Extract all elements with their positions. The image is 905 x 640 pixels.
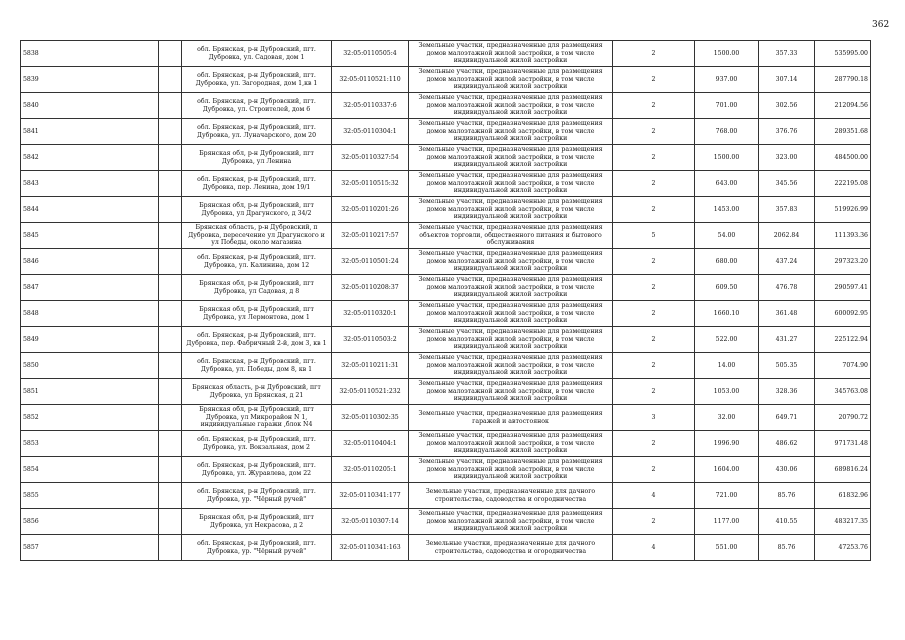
area-cell: 1660.10 [695, 301, 759, 327]
category-cell: 2 [613, 197, 695, 223]
area-cell: 14.00 [695, 353, 759, 379]
row-number: 5846 [21, 249, 159, 275]
land-use-cell: Земельные участки, предназначенные для размещения домов малоэтажной жилой застройки, в том числе индивидуальной жилой застройки [409, 327, 613, 353]
row-number: 5849 [21, 327, 159, 353]
table-row [21, 301, 871, 327]
address-cell: обл. Брянская, р-н Дубровский, пгт. Дубровка, ул. Садовая, дом 1 [182, 41, 332, 67]
land-use-cell: Земельные участки, предназначенные для размещения домов малоэтажной жилой застройки, в том числе индивидуальной жилой застройки [409, 301, 613, 327]
cadastral-value-cell: 535995.00 [815, 41, 871, 67]
cadastral-number-cell: 32:05:0110205:1 [332, 457, 409, 483]
specific-value-cell: 323.00 [759, 145, 815, 171]
row-number: 5856 [21, 509, 159, 535]
cadastral-value-cell: 289351.68 [815, 119, 871, 145]
empty-cell [159, 171, 182, 197]
table-row [21, 275, 871, 301]
specific-value-cell: 649.71 [759, 405, 815, 431]
row-number: 5851 [21, 379, 159, 405]
empty-cell [159, 483, 182, 509]
row-number: 5853 [21, 431, 159, 457]
address-cell: обл. Брянская, р-н Дубровский, пгт. Дубровка, ур. "Чёрный ручей" [182, 535, 332, 561]
address-cell: Брянская обл, р-н Дубровский, пгт Дубровка, ул Некрасова, д 2 [182, 509, 332, 535]
cadastral-value-cell: 47253.76 [815, 535, 871, 561]
address-cell: обл. Брянская, р-н Дубровский, пгт. Дубровка, ур. "Чёрный ручей" [182, 483, 332, 509]
area-cell: 32.00 [695, 405, 759, 431]
category-cell: 2 [613, 249, 695, 275]
category-cell: 5 [613, 223, 695, 249]
table-row [21, 483, 871, 509]
empty-cell [159, 327, 182, 353]
cadastral-value-cell: 287790.18 [815, 67, 871, 93]
land-use-cell: Земельные участки, предназначенные для размещения гаражей и автостоянок [409, 405, 613, 431]
address-cell: обл. Брянская, р-н Дубровский, пгт. Дубровка, ул. Загородная, дом 1,кв 1 [182, 67, 332, 93]
specific-value-cell: 357.83 [759, 197, 815, 223]
row-number: 5844 [21, 197, 159, 223]
category-cell: 2 [613, 93, 695, 119]
empty-cell [159, 275, 182, 301]
row-number: 5845 [21, 223, 159, 249]
cadastral-value-cell: 519926.99 [815, 197, 871, 223]
land-use-cell: Земельные участки, предназначенные для размещения домов малоэтажной жилой застройки, в том числе индивидуальной жилой застройки [409, 275, 613, 301]
area-cell: 1053.00 [695, 379, 759, 405]
category-cell: 2 [613, 275, 695, 301]
cadastral-value-cell: 689816.24 [815, 457, 871, 483]
row-number: 5850 [21, 353, 159, 379]
category-cell: 2 [613, 145, 695, 171]
cadastral-value-cell: 222195.08 [815, 171, 871, 197]
empty-cell [159, 223, 182, 249]
cadastral-number-cell: 32:05:0110201:26 [332, 197, 409, 223]
empty-cell [159, 145, 182, 171]
area-cell: 522.00 [695, 327, 759, 353]
cadastral-value-cell: 345763.08 [815, 379, 871, 405]
table-row [21, 431, 871, 457]
empty-cell [159, 249, 182, 275]
table-row [21, 119, 871, 145]
address-cell: обл. Брянская, р-н Дубровский, пгт. Дубровка, ул. Победы, дом 8, кв 1 [182, 353, 332, 379]
empty-cell [159, 431, 182, 457]
land-use-cell: Земельные участки, предназначенные для размещения домов малоэтажной жилой застройки, в том числе индивидуальной жилой застройки [409, 41, 613, 67]
address-cell: Брянская обл, р-н Дубровский, пгт Дубровка, ул Садовая, д 8 [182, 275, 332, 301]
address-cell: Брянская обл, р-н Дубровский, пгт Дубровка, ул Ленина [182, 145, 332, 171]
specific-value-cell: 345.56 [759, 171, 815, 197]
land-use-cell: Земельные участки, предназначенные для размещения домов малоэтажной жилой застройки, в том числе индивидуальной жилой застройки [409, 353, 613, 379]
table-body [21, 41, 871, 561]
land-use-cell: Земельные участки, предназначенные для дачного строительства, садоводства и огородничества [409, 483, 613, 509]
specific-value-cell: 376.76 [759, 119, 815, 145]
area-cell: 54.00 [695, 223, 759, 249]
cadastral-value-cell: 484500.00 [815, 145, 871, 171]
empty-cell [159, 67, 182, 93]
row-number: 5854 [21, 457, 159, 483]
address-cell: Брянская обл, р-н Дубровский, пгт Дубровка, ул Микрорайон N 1, индивидуальные гаражи ,блок N4 [182, 405, 332, 431]
row-number: 5843 [21, 171, 159, 197]
address-cell: обл. Брянская, р-н Дубровский, пгт. Дубровка, пер. Ленина, дом 19/1 [182, 171, 332, 197]
land-use-cell: Земельные участки, предназначенные для дачного строительства, садоводства и огородничества [409, 535, 613, 561]
address-cell: Брянская обл, р-н Дубровский, пгт Дубровка, ул Лермонтова, дом 1 [182, 301, 332, 327]
specific-value-cell: 431.27 [759, 327, 815, 353]
area-cell: 551.00 [695, 535, 759, 561]
empty-cell [159, 119, 182, 145]
cadastral-number-cell: 32:05:0110341:177 [332, 483, 409, 509]
specific-value-cell: 410.55 [759, 509, 815, 535]
area-cell: 609.50 [695, 275, 759, 301]
cadastral-number-cell: 32:05:0110217:57 [332, 223, 409, 249]
table-row [21, 223, 871, 249]
cadastral-value-cell: 20790.72 [815, 405, 871, 431]
cadastral-value-cell: 290597.41 [815, 275, 871, 301]
table-row [21, 379, 871, 405]
cadastral-number-cell: 32:05:0110302:35 [332, 405, 409, 431]
empty-cell [159, 93, 182, 119]
row-number: 5838 [21, 41, 159, 67]
table-row [21, 405, 871, 431]
land-use-cell: Земельные участки, предназначенные для размещения домов малоэтажной жилой застройки, в том числе индивидуальной жилой застройки [409, 145, 613, 171]
empty-cell [159, 301, 182, 327]
cadastral-value-cell: 7074.90 [815, 353, 871, 379]
category-cell: 3 [613, 405, 695, 431]
empty-cell [159, 405, 182, 431]
cadastral-number-cell: 32:05:0110515:32 [332, 171, 409, 197]
table-row [21, 93, 871, 119]
category-cell: 2 [613, 327, 695, 353]
category-cell: 2 [613, 509, 695, 535]
cadastral-number-cell: 32:05:0110320:1 [332, 301, 409, 327]
category-cell: 2 [613, 457, 695, 483]
cadastral-number-cell: 32:05:0110307:14 [332, 509, 409, 535]
empty-cell [159, 509, 182, 535]
cadastral-number-cell: 32:05:0110501:24 [332, 249, 409, 275]
row-number: 5852 [21, 405, 159, 431]
address-cell: обл. Брянская, р-н Дубровский, пгт. Дубровка, ул. Журавлева, дом 22 [182, 457, 332, 483]
specific-value-cell: 361.48 [759, 301, 815, 327]
empty-cell [159, 379, 182, 405]
land-use-cell: Земельные участки, предназначенные для размещения домов малоэтажной жилой застройки, в том числе индивидуальной жилой застройки [409, 67, 613, 93]
table-row [21, 509, 871, 535]
specific-value-cell: 437.24 [759, 249, 815, 275]
row-number: 5842 [21, 145, 159, 171]
address-cell: Брянская обл, р-н Дубровский, пгт Дубровка, ул Драгунского, д 34/2 [182, 197, 332, 223]
category-cell: 2 [613, 119, 695, 145]
area-cell: 1996.90 [695, 431, 759, 457]
land-use-cell: Земельные участки, предназначенные для размещения домов малоэтажной жилой застройки, в том числе индивидуальной жилой застройки [409, 509, 613, 535]
address-cell: Брянская область, р-н Дубровский, пгт Дубровка, ул Брянская, д 21 [182, 379, 332, 405]
row-number: 5855 [21, 483, 159, 509]
specific-value-cell: 486.62 [759, 431, 815, 457]
category-cell: 2 [613, 171, 695, 197]
table-row [21, 67, 871, 93]
category-cell: 2 [613, 379, 695, 405]
cadastral-number-cell: 32:05:0110337:6 [332, 93, 409, 119]
cadastral-value-cell: 297323.20 [815, 249, 871, 275]
empty-cell [159, 353, 182, 379]
cadastral-number-cell: 32:05:0110208:37 [332, 275, 409, 301]
empty-cell [159, 41, 182, 67]
page-number: 362 [872, 20, 890, 30]
cadastral-number-cell: 32:05:0110211:31 [332, 353, 409, 379]
category-cell: 2 [613, 353, 695, 379]
address-cell: обл. Брянская, р-н Дубровский, пгт. Дубровка, ул. Строителей, дом 6 [182, 93, 332, 119]
cadastral-number-cell: 32:05:0110503:2 [332, 327, 409, 353]
cadastral-value-cell: 111393.36 [815, 223, 871, 249]
table-row [21, 535, 871, 561]
land-use-cell: Земельные участки, предназначенные для размещения объектов торговли, общественного питания и бытового обслуживания [409, 223, 613, 249]
category-cell: 2 [613, 67, 695, 93]
table-row [21, 353, 871, 379]
area-cell: 1500.00 [695, 145, 759, 171]
row-number: 5839 [21, 67, 159, 93]
table-row [21, 41, 871, 67]
cadastral-value-cell: 225122.94 [815, 327, 871, 353]
specific-value-cell: 307.14 [759, 67, 815, 93]
row-number: 5848 [21, 301, 159, 327]
specific-value-cell: 85.76 [759, 535, 815, 561]
area-cell: 1604.00 [695, 457, 759, 483]
row-number: 5840 [21, 93, 159, 119]
address-cell: обл. Брянская, р-н Дубровский, пгт. Дубровка, ул. Луначарского, дом 20 [182, 119, 332, 145]
table-row [21, 145, 871, 171]
category-cell: 2 [613, 431, 695, 457]
row-number: 5847 [21, 275, 159, 301]
area-cell: 721.00 [695, 483, 759, 509]
specific-value-cell: 328.36 [759, 379, 815, 405]
cadastral-value-cell: 971731.48 [815, 431, 871, 457]
land-use-cell: Земельные участки, предназначенные для размещения домов малоэтажной жилой застройки, в том числе индивидуальной жилой застройки [409, 119, 613, 145]
empty-cell [159, 197, 182, 223]
land-use-cell: Земельные участки, предназначенные для размещения домов малоэтажной жилой застройки, в том числе индивидуальной жилой застройки [409, 457, 613, 483]
empty-cell [159, 457, 182, 483]
table-row [21, 457, 871, 483]
cadastral-number-cell: 32:05:0110304:1 [332, 119, 409, 145]
land-use-cell: Земельные участки, предназначенные для размещения домов малоэтажной жилой застройки, в том числе индивидуальной жилой застройки [409, 249, 613, 275]
row-number: 5841 [21, 119, 159, 145]
specific-value-cell: 505.35 [759, 353, 815, 379]
address-cell: обл. Брянская, р-н Дубровский, пгт. Дубровка, пер. Фабричный 2-й, дом 3, кв 1 [182, 327, 332, 353]
land-use-cell: Земельные участки, предназначенные для размещения домов малоэтажной жилой застройки, в том числе индивидуальной жилой застройки [409, 93, 613, 119]
specific-value-cell: 357.33 [759, 41, 815, 67]
specific-value-cell: 302.56 [759, 93, 815, 119]
address-cell: Брянская область, р-н Дубровский, п Дубровка, пересечение ул Драгунского и ул Победы, около магазина [182, 223, 332, 249]
area-cell: 701.00 [695, 93, 759, 119]
cadastral-number-cell: 32:05:0110505:4 [332, 41, 409, 67]
category-cell: 4 [613, 535, 695, 561]
cadastral-number-cell: 32:05:0110341:163 [332, 535, 409, 561]
table-row [21, 171, 871, 197]
empty-cell [159, 535, 182, 561]
area-cell: 1453.00 [695, 197, 759, 223]
cadastral-number-cell: 32:05:0110521:110 [332, 67, 409, 93]
specific-value-cell: 2062.84 [759, 223, 815, 249]
area-cell: 768.00 [695, 119, 759, 145]
row-number: 5857 [21, 535, 159, 561]
address-cell: обл. Брянская, р-н Дубровский, пгт. Дубровка, ул. Калинина, дом 12 [182, 249, 332, 275]
category-cell: 2 [613, 41, 695, 67]
area-cell: 1177.00 [695, 509, 759, 535]
cadastral-value-cell: 61832.96 [815, 483, 871, 509]
land-use-cell: Земельные участки, предназначенные для размещения домов малоэтажной жилой застройки, в том числе индивидуальной жилой застройки [409, 431, 613, 457]
land-use-cell: Земельные участки, предназначенные для размещения домов малоэтажной жилой застройки, в том числе индивидуальной жилой застройки [409, 171, 613, 197]
specific-value-cell: 85.76 [759, 483, 815, 509]
table-row [21, 327, 871, 353]
area-cell: 643.00 [695, 171, 759, 197]
category-cell: 2 [613, 301, 695, 327]
land-registry-table [20, 40, 871, 561]
specific-value-cell: 430.06 [759, 457, 815, 483]
table-row [21, 197, 871, 223]
cadastral-number-cell: 32:05:0110521:232 [332, 379, 409, 405]
table-row [21, 249, 871, 275]
cadastral-value-cell: 600092.95 [815, 301, 871, 327]
specific-value-cell: 476.78 [759, 275, 815, 301]
land-use-cell: Земельные участки, предназначенные для размещения домов малоэтажной жилой застройки, в том числе индивидуальной жилой застройки [409, 197, 613, 223]
area-cell: 1500.00 [695, 41, 759, 67]
area-cell: 937.00 [695, 67, 759, 93]
cadastral-value-cell: 212094.56 [815, 93, 871, 119]
cadastral-number-cell: 32:05:0110327:54 [332, 145, 409, 171]
area-cell: 680.00 [695, 249, 759, 275]
cadastral-number-cell: 32:05:0110404:1 [332, 431, 409, 457]
land-use-cell: Земельные участки, предназначенные для размещения домов малоэтажной жилой застройки, в том числе индивидуальной жилой застройки [409, 379, 613, 405]
category-cell: 4 [613, 483, 695, 509]
cadastral-value-cell: 483217.35 [815, 509, 871, 535]
address-cell: обл. Брянская, р-н Дубровский, пгт. Дубровка, ул. Вокзальная, дом 2 [182, 431, 332, 457]
